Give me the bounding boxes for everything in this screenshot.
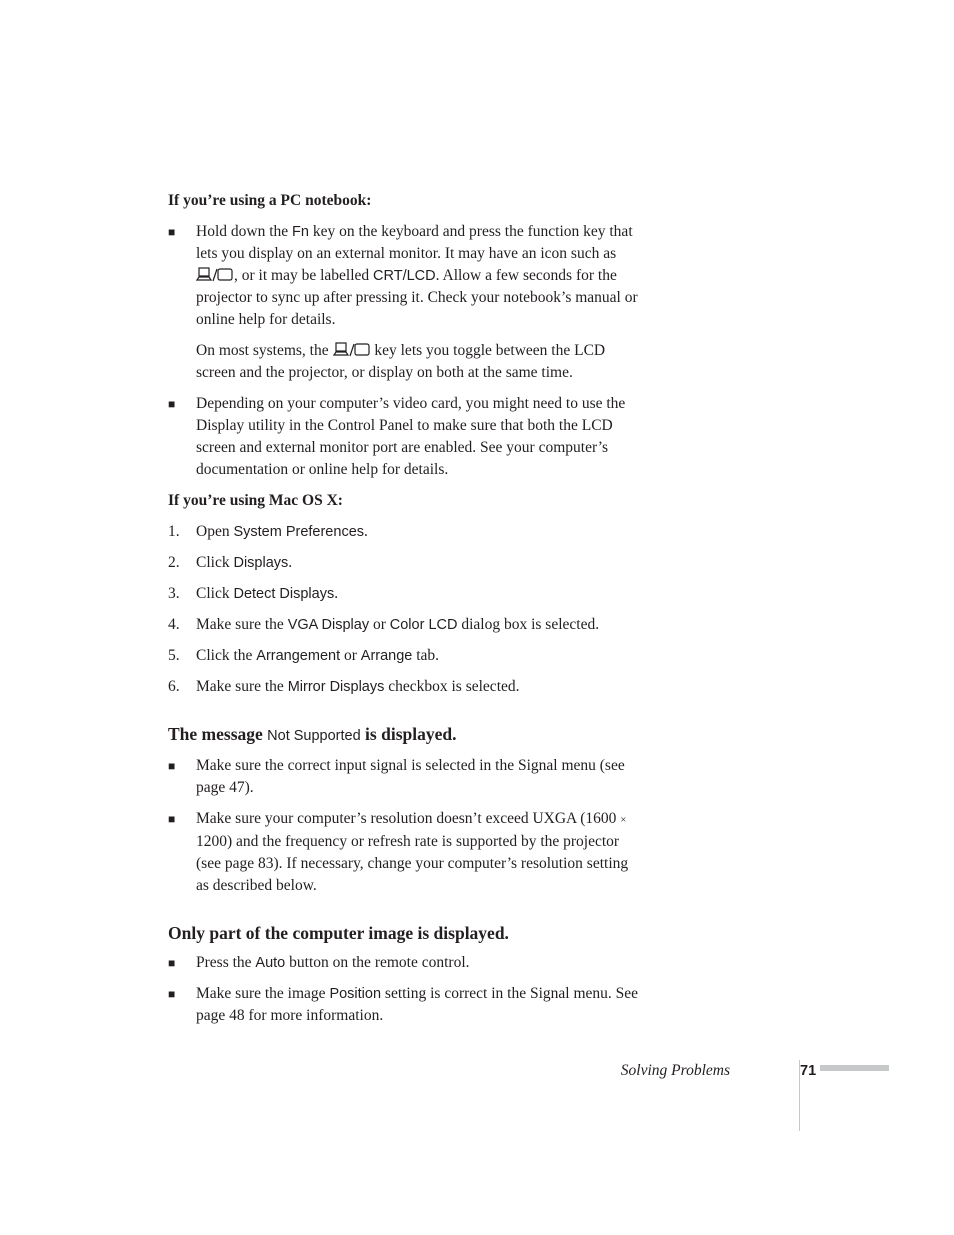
list-item: ■ Make sure the correct input signal is selected in the Signal menu (see page 47). [168,757,625,796]
page-number: 71 [800,1063,817,1079]
footer-bar [820,1065,889,1071]
step-item: 2. Click Displays. [168,554,293,571]
list-item: ■ Depending on your computer’s video card, you might need to use the Display utility in the Control Panel to make sure that both the LCD screen and external monitor port are enabled. See your computer’s documentation or online help for details. [168,395,626,478]
footer-section-name: Solving Problems [620,1062,730,1079]
step-item: 5. Click the Arrangement or Arrange tab. [168,647,440,664]
step-item: 4. Make sure the VGA Display or Color LCD dialog box is selected. [168,616,600,633]
partial-image-heading: Only part of the computer image is displayed. [168,923,509,943]
crt-lcd-label: CRT/LCD [373,268,436,284]
page-content [168,190,638,1036]
list-item: ■ Press the Auto button on the remote control. [168,952,638,974]
bullet-marker: ■ [168,987,176,1001]
bullet-marker: ■ [168,397,176,411]
bullet-marker: ■ [168,956,176,970]
page-footer [600,1060,900,1140]
laptop-monitor-icon [333,342,371,358]
list-item: ■ Make sure the image Position setting is correct in the Signal menu. See page 48 for more information. [168,985,639,1024]
step-item: 3. Click Detect Displays. [168,585,339,602]
step-item: 1. Open System Preferences. [168,523,368,540]
list-item: ■ Make sure your computer’s resolution doesn’t exceed UXGA (1600 × 1200) and the frequency or refresh rate is supported by the projector (see page 83). If necessary, change your computer’s resolution setting as described below. [168,810,629,894]
mac-heading: If you’re using Mac OS X: [168,492,343,509]
bullet-marker: ■ [168,759,176,773]
not-supported-heading: The message Not Supported is displayed. [168,724,457,744]
not-supported-label: Not Supported [267,728,361,744]
laptop-monitor-icon [196,267,234,283]
fn-key-label: Fn [292,224,309,240]
pc-notebook-heading: If you’re using a PC notebook: [168,192,372,209]
step-item: 6. Make sure the Mirror Displays checkbox is selected. [168,678,520,695]
list-item: ■ Hold down the Fn key on the keyboard and press the function key that lets you display on an external monitor. It may have an icon such as , or it may be labelled CRT/LCD. Allow a few seconds for the projector to sync up after pressing it. Check your notebook’s manual or online help for details. [168,223,638,328]
toggle-note: On most systems, the key lets you toggle between the LCD screen and the projector, or display on both at the same time. [196,342,606,381]
bullet-marker: ■ [168,225,176,239]
bullet-marker: ■ [168,812,176,826]
